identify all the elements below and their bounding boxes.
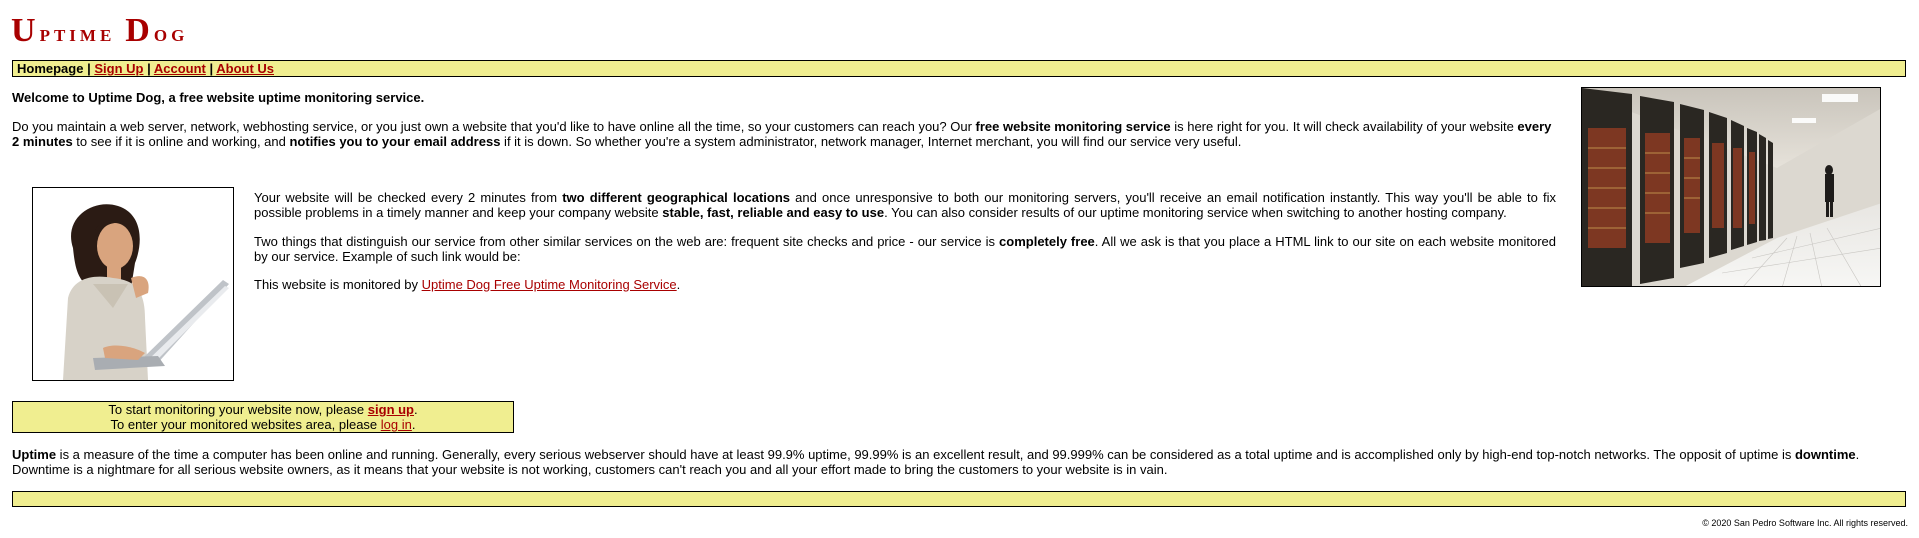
cta-sign-up-link[interactable]: sign up — [367, 402, 414, 417]
cta-signup-line: To start monitoring your website now, please sign up. — [108, 402, 418, 417]
uptime-definition-paragraph: Uptime is a measure of the time a computer has been online and running. Generally, every serious webserver should have at least 99.9% uptime, 99.99% is an excellent result, and 99.999% can be considered as a total uptime and is accomplished only by high-end top-notch networks. The opposit of uptime is downtime. Downtime is a nightmare for all serious website owners, as it means that your website is not working, customers can't reach you and all your effort made to bring the customers to your website is in vain. — [12, 447, 1860, 477]
uptime-dog-link[interactable]: Uptime Dog Free Uptime Monitoring Service — [421, 277, 677, 292]
monitoring-locations-paragraph: Your website will be checked every 2 minutes from two different geographical locations and once unresponsive to both our monitoring servers, you'll receive an email notification instantly. This way you'll be able to fix possible problems in a timely manner and keep your company website stable, fast, reliable and easy to use. You can also consider results of our uptime monitoring service when switching to another hosting company. — [254, 190, 1556, 220]
copyright-footer: © 2020 San Pedro Software Inc. All rights reserved. — [1702, 518, 1908, 528]
free-service-paragraph: Two things that distinguish our service from other similar services on the web are: frequent site checks and price - our service is completely free. All we ask is that you place a HTML link to our site on each website monitored by our service. Example of such link would be: — [254, 234, 1557, 264]
cta-login-line: To enter your monitored websites area, please log in. — [110, 417, 416, 432]
welcome-heading: Welcome to Uptime Dog, a free website uptime monitoring service. — [12, 90, 425, 105]
nav-link-sign-up[interactable]: Sign Up — [94, 61, 144, 76]
bottom-bar — [12, 491, 1906, 507]
intro-paragraph: Do you maintain a web server, network, webhosting service, or you just own a website that you'd like to have online all the time, so your customers can reach you? Our free website monitoring service is here right for you. It will check availability of your website every 2 minutes to see if it is online and working, and notifies you to your email address if it is down. So whether you're a system administrator, network manager, Internet merchant, you will find our service very useful. — [12, 119, 1552, 149]
nav-bar — [12, 60, 1906, 77]
nav-separator: | — [143, 61, 154, 76]
cta-log-in-link[interactable]: log in — [380, 417, 412, 432]
server-room-image — [1581, 87, 1881, 287]
site-logo: Uptime Dog — [11, 12, 189, 49]
nav-homepage: Homepage — [17, 61, 84, 76]
woman-with-laptop-image — [32, 187, 234, 381]
nav-separator: | — [205, 61, 217, 76]
nav-link-about-us[interactable]: About Us — [216, 61, 275, 76]
call-to-action-box — [12, 401, 514, 433]
nav-separator: | — [83, 61, 95, 76]
link-example-paragraph: This website is monitored by Uptime Dog Free Uptime Monitoring Service. — [254, 277, 681, 292]
nav-link-account[interactable]: Account — [153, 61, 206, 76]
